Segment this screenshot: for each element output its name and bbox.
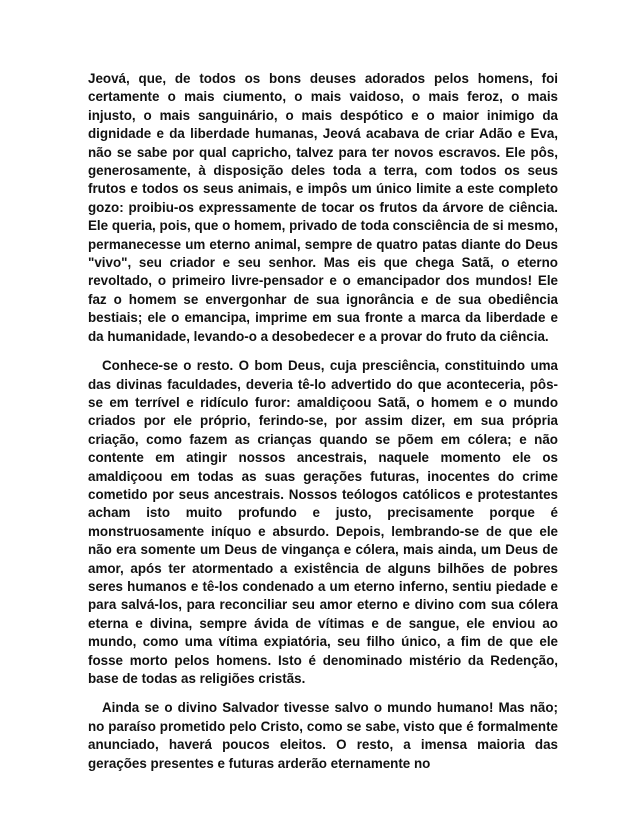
body-text <box>88 70 558 784</box>
paragraph-1: Jeová, que, de todos os bons deuses adorados pelos homens, foi certamente o mais ciumento, o mais vaidoso, o mais feroz, o mais injusto, o mais sanguinário, o mais despótico e o maior inimigo da dignidade e da liberdade humanas, Jeová acabava de criar Adão e Eva, não se sabe por qual capricho, talvez para ter novos escravos. Ele pôs, generosamente, à disposição deles toda a terra, com todos os seus frutos e todos os seus animais, e impôs um único limite a este completo gozo: proibiu-os expressamente de tocar os frutos da árvore de ciência. Ele queria, pois, que o homem, privado de toda consciência de si mesmo, permanecesse um eterno animal, sempre de quatro patas diante do Deus "vivo", seu criador e seu senhor. Mas eis que chega Satã, o eterno revoltado, o primeiro livre-pensador e o emancipador dos mundos! Ele faz o homem se envergonhar de sua ignorância e de sua obediência bestiais; ele o emancipa, imprime em sua fronte a marca da liberdade e da humanidade, levando-o a desobedecer e a provar do fruto da ciência. <box>88 71 558 344</box>
paragraph-3: Ainda se o divino Salvador tivesse salvo o mundo humano! Mas não; no paraíso prometido pelo Cristo, como se sabe, visto que é formalmente anunciado, haverá poucos eleitos. O resto, a imensa maioria das gerações presentes e futuras arderão eternamente no <box>88 700 558 771</box>
paragraph-2: Conhece-se o resto. O bom Deus, cuja presciência, constituindo uma das divinas faculdades, deveria tê-lo advertido do que aconteceria, pôs-se em terrível e ridículo furor: amaldiçoou Satã, o homem e o mundo criados por ele próprio, ferindo-se, por assim dizer, em sua própria criação, como fazem as crianças quando se põem em cólera; e não contente em atingir nossos ancestrais, naquele momento ele os amaldiçoou em todas as suas gerações futuras, inocentes do crime cometido por seus ancestrais. Nossos teólogos católicos e protestantes acham isto muito profundo e justo, precisamente porque é monstruosamente iníquo e absurdo. Depois, lembrando-se de que ele não era somente um Deus de vingança e cólera, mais ainda, um Deus de amor, após ter atormentado a existência de alguns bilhões de pobres seres humanos e tê-los condenado a um eterno inferno, sentiu piedade e para salvá-los, para reconciliar seu amor eterno e divino com sua cólera eterna e divina, sempre ávida de vítimas e de sangue, ele enviou ao mundo, como uma vítima expiatória, seu filho único, a fim de que ele fosse morto pelos homens. Isto é denominado mistério da Redenção, base de todas as religiões cristãs. <box>88 358 558 686</box>
